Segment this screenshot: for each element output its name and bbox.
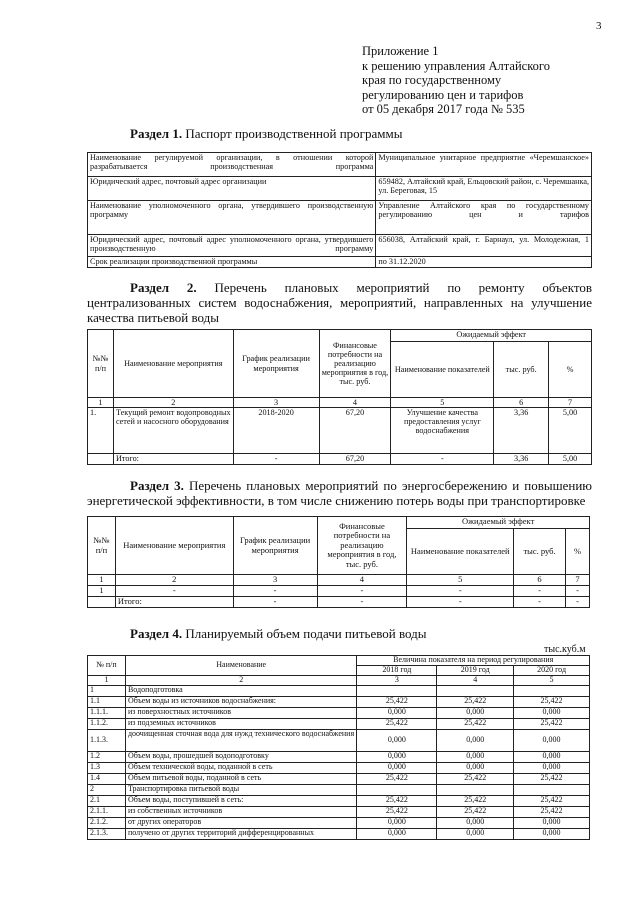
header-indicator: Наименование показателей <box>407 529 514 575</box>
appendix-line: Приложение 1 <box>362 44 439 58</box>
cell: 0,000 <box>357 752 437 763</box>
col-number: 1 <box>88 398 114 408</box>
header-finance: Финансовые потребности на реализацию мероприятия в год, тыс. руб. <box>319 330 391 398</box>
cell: 1 <box>88 686 126 697</box>
header-year-2019: 2019 год <box>437 666 514 676</box>
cell: Наименование регулируемой организации, в отношении которой разрабатывается производственная программа <box>88 153 376 177</box>
table-row <box>88 517 590 529</box>
cell <box>437 686 514 697</box>
header-schedule: График реализации мероприятия <box>233 330 319 398</box>
cell: 0,000 <box>357 708 437 719</box>
cell: 1. <box>88 408 114 454</box>
cell: - <box>514 597 566 608</box>
cell: Юридический адрес, почтовый адрес организации <box>88 177 376 201</box>
cell: 2 <box>88 785 126 796</box>
header-year-2020: 2020 год <box>514 666 590 676</box>
col-number: 2 <box>113 398 233 408</box>
header-name: Наименование мероприятия <box>115 517 233 575</box>
cell: 25,422 <box>437 697 514 708</box>
cell: 1.1.2. <box>88 719 126 730</box>
cell: 0,000 <box>514 752 590 763</box>
cell: - <box>514 586 566 597</box>
cell: 1.2 <box>88 752 126 763</box>
cell: 2.1.3. <box>88 829 126 840</box>
cell: Объем воды из источников водоснабжения: <box>125 697 357 708</box>
header-finance: Финансовые потребности на реализацию мероприятия в год, тыс. руб. <box>317 517 407 575</box>
cell: 5,00 <box>549 454 592 465</box>
appendix-line: регулированию цен и тарифов <box>362 87 524 102</box>
cell: 25,422 <box>514 719 590 730</box>
cell: 0,000 <box>514 763 590 774</box>
cell: 1.4 <box>88 774 126 785</box>
cell: 2.1 <box>88 796 126 807</box>
col-number: 4 <box>317 575 407 586</box>
cell: 659482, Алтайский край, Ельцовский район, с. Черемшанка, ул. Береговая, 15 <box>376 177 592 201</box>
col-number: 1 <box>88 575 116 586</box>
cell: 0,000 <box>357 763 437 774</box>
cell: 25,422 <box>357 796 437 807</box>
header-indicator: Наименование показателей <box>391 342 494 398</box>
cell <box>357 785 437 796</box>
unit-label: тыс.куб.м <box>544 644 586 655</box>
cell: 2.1.2. <box>88 818 126 829</box>
cell: - <box>317 597 407 608</box>
table-row <box>88 719 590 730</box>
col-number: 7 <box>549 398 592 408</box>
section1-heading <box>130 126 402 142</box>
cell: Объем воды, прошедшей водоподготовку <box>125 752 357 763</box>
repair-table <box>87 329 592 465</box>
cell: - <box>391 454 494 465</box>
cell: 25,422 <box>437 774 514 785</box>
cell: 656038, Алтайский край, г. Барнаул, ул. Молодежная, 1 <box>376 235 592 257</box>
cell: 67,20 <box>319 454 391 465</box>
header-num: №№ п/п <box>88 330 114 398</box>
header-period: Величина показателя на период регулирования <box>357 656 590 666</box>
cell: Объем питьевой воды, поданной в сеть <box>125 774 357 785</box>
cell: 0,000 <box>514 730 590 752</box>
table-row <box>88 454 592 465</box>
table-row <box>88 708 590 719</box>
cell: 0,000 <box>357 818 437 829</box>
cell: 25,422 <box>357 807 437 818</box>
cell: 1.1.1. <box>88 708 126 719</box>
section2-title: Перечень плановых мероприятий по ремонту объектов централизованных систем водоснабжения, мероприятий, направленных на улучшение качества питьевой воды <box>87 280 592 325</box>
cell: 0,000 <box>437 818 514 829</box>
cell: 25,422 <box>514 796 590 807</box>
section3-label: Раздел 3. <box>130 478 184 493</box>
cell: 25,422 <box>514 807 590 818</box>
section2-heading <box>87 280 592 325</box>
cell: Муниципальное унитарное предприятие «Черемшанское» <box>376 153 592 177</box>
cell <box>514 785 590 796</box>
cell: 3,36 <box>494 454 549 465</box>
header-rub: тыс. руб. <box>514 529 566 575</box>
section4-title: Планируемый объем подачи питьевой воды <box>185 626 427 641</box>
col-number: 3 <box>357 676 437 686</box>
cell: 25,422 <box>437 796 514 807</box>
passport-table <box>87 152 592 268</box>
table-row <box>88 818 590 829</box>
cell: - <box>233 597 317 608</box>
header-year-2018: 2018 год <box>357 666 437 676</box>
cell: 0,000 <box>437 829 514 840</box>
col-number: 4 <box>437 676 514 686</box>
cell: - <box>407 586 514 597</box>
header-num: №№ п/п <box>88 517 116 575</box>
table-row <box>88 235 592 257</box>
cell: из собственных источников <box>125 807 357 818</box>
col-number: 6 <box>494 398 549 408</box>
header-num: № п/п <box>88 656 126 676</box>
header-name: Наименование <box>125 656 357 676</box>
cell: 0,000 <box>437 763 514 774</box>
cell: - <box>233 454 319 465</box>
cell: от других операторов <box>125 818 357 829</box>
col-number: 3 <box>233 398 319 408</box>
col-number: 5 <box>407 575 514 586</box>
cell: Итого: <box>113 454 233 465</box>
cell: 25,422 <box>357 697 437 708</box>
cell: Водоподготовка <box>125 686 357 697</box>
cell: Объем воды, поступившей в сеть: <box>125 796 357 807</box>
cell: 25,422 <box>437 719 514 730</box>
cell <box>88 597 116 608</box>
cell: 0,000 <box>437 708 514 719</box>
cell: Срок реализации производственной программы <box>88 257 376 268</box>
section3-title: Перечень плановых мероприятий по энергосбережению и повышению энергетической эффективности, в том числе снижению потерь воды при транспортировке <box>87 478 592 508</box>
table-row <box>88 763 590 774</box>
cell: 25,422 <box>437 807 514 818</box>
cell: - <box>407 597 514 608</box>
table-row <box>88 796 590 807</box>
table-row <box>88 656 590 666</box>
energy-table <box>87 516 590 608</box>
cell: Управление Алтайского края по государственному регулированию цен и тарифов <box>376 201 592 235</box>
cell: Транспортировка питьевой воды <box>125 785 357 796</box>
col-number: 5 <box>514 676 590 686</box>
col-number: 7 <box>565 575 589 586</box>
col-number: 1 <box>88 676 126 686</box>
cell: 0,000 <box>514 818 590 829</box>
table-row <box>88 686 590 697</box>
cell: 2.1.1. <box>88 807 126 818</box>
table-row <box>88 785 590 796</box>
cell: 0,000 <box>514 829 590 840</box>
header-pct: % <box>549 342 592 398</box>
table-row <box>88 774 590 785</box>
cell: 0,000 <box>437 730 514 752</box>
cell: 67,20 <box>319 408 391 454</box>
cell: 25,422 <box>357 774 437 785</box>
cell: 3,36 <box>494 408 549 454</box>
table-row <box>88 408 592 454</box>
volume-table <box>87 655 590 840</box>
cell: доочищенная сточная вода для нужд технического водоснабжения <box>125 730 357 752</box>
cell: 1.1 <box>88 697 126 708</box>
header-schedule: График реализации мероприятия <box>233 517 317 575</box>
col-number: 2 <box>125 676 357 686</box>
header-rub: тыс. руб. <box>494 342 549 398</box>
cell: Текущий ремонт водопроводных сетей и насосного оборудования <box>113 408 233 454</box>
section2-label: Раздел 2. <box>130 280 197 295</box>
cell: 1.1.3. <box>88 730 126 752</box>
cell <box>88 454 114 465</box>
cell: 25,422 <box>357 719 437 730</box>
cell: по 31.12.2020 <box>376 257 592 268</box>
table-row <box>88 398 592 408</box>
cell: 2018-2020 <box>233 408 319 454</box>
table-row <box>88 575 590 586</box>
header-effect: Ожидаемый эффект <box>391 330 592 342</box>
cell: Юридический адрес, почтовый адрес уполномоченного органа, утвердившего производственную программу <box>88 235 376 257</box>
col-number: 3 <box>233 575 317 586</box>
col-number: 6 <box>514 575 566 586</box>
cell: 25,422 <box>514 697 590 708</box>
header-name: Наименование мероприятия <box>113 330 233 398</box>
section3-heading <box>87 478 592 508</box>
cell: из подземных источников <box>125 719 357 730</box>
section1-label: Раздел 1. <box>130 126 183 141</box>
col-number: 2 <box>115 575 233 586</box>
section4-heading <box>130 626 427 642</box>
cell <box>357 686 437 697</box>
cell: - <box>233 586 317 597</box>
cell: 25,422 <box>514 774 590 785</box>
cell: Объем технической воды, поданной в сеть <box>125 763 357 774</box>
cell: 5,00 <box>549 408 592 454</box>
cell: получено от других территорий дифференцированных <box>125 829 357 840</box>
cell: - <box>565 597 589 608</box>
cell: 0,000 <box>357 730 437 752</box>
cell: 1.3 <box>88 763 126 774</box>
cell: из поверхностных источников <box>125 708 357 719</box>
table-row <box>88 676 590 686</box>
table-row <box>88 597 590 608</box>
table-row <box>88 586 590 597</box>
section1-title: Паспорт производственной программы <box>185 126 403 141</box>
cell: 0,000 <box>357 829 437 840</box>
cell: 1 <box>88 586 116 597</box>
section4-label: Раздел 4. <box>130 626 183 641</box>
table-row <box>88 201 592 235</box>
cell <box>514 686 590 697</box>
table-row <box>88 697 590 708</box>
appendix-line: от 05 декабря 2017 года № 535 <box>362 102 525 116</box>
cell <box>437 785 514 796</box>
header-effect: Ожидаемый эффект <box>407 517 590 529</box>
cell: Улучшение качества предоставления услуг водоснабжения <box>391 408 494 454</box>
table-row <box>88 153 592 177</box>
col-number: 4 <box>319 398 391 408</box>
table-row <box>88 330 592 342</box>
table-row <box>88 257 592 268</box>
cell: - <box>115 586 233 597</box>
col-number: 5 <box>391 398 494 408</box>
cell: Итого: <box>115 597 233 608</box>
appendix-line: края по государственному <box>362 73 502 87</box>
cell: - <box>317 586 407 597</box>
table-row <box>88 807 590 818</box>
table-row <box>88 730 590 752</box>
table-row <box>88 177 592 201</box>
appendix-line: к решению управления Алтайского <box>362 58 550 73</box>
cell: 0,000 <box>514 708 590 719</box>
cell: - <box>565 586 589 597</box>
appendix-block <box>362 44 550 117</box>
cell: Наименование уполномоченного органа, утвердившего производственную программу <box>88 201 376 235</box>
cell: 0,000 <box>437 752 514 763</box>
table-row <box>88 752 590 763</box>
header-pct: % <box>565 529 589 575</box>
page-number: 3 <box>596 20 602 32</box>
table-row <box>88 829 590 840</box>
